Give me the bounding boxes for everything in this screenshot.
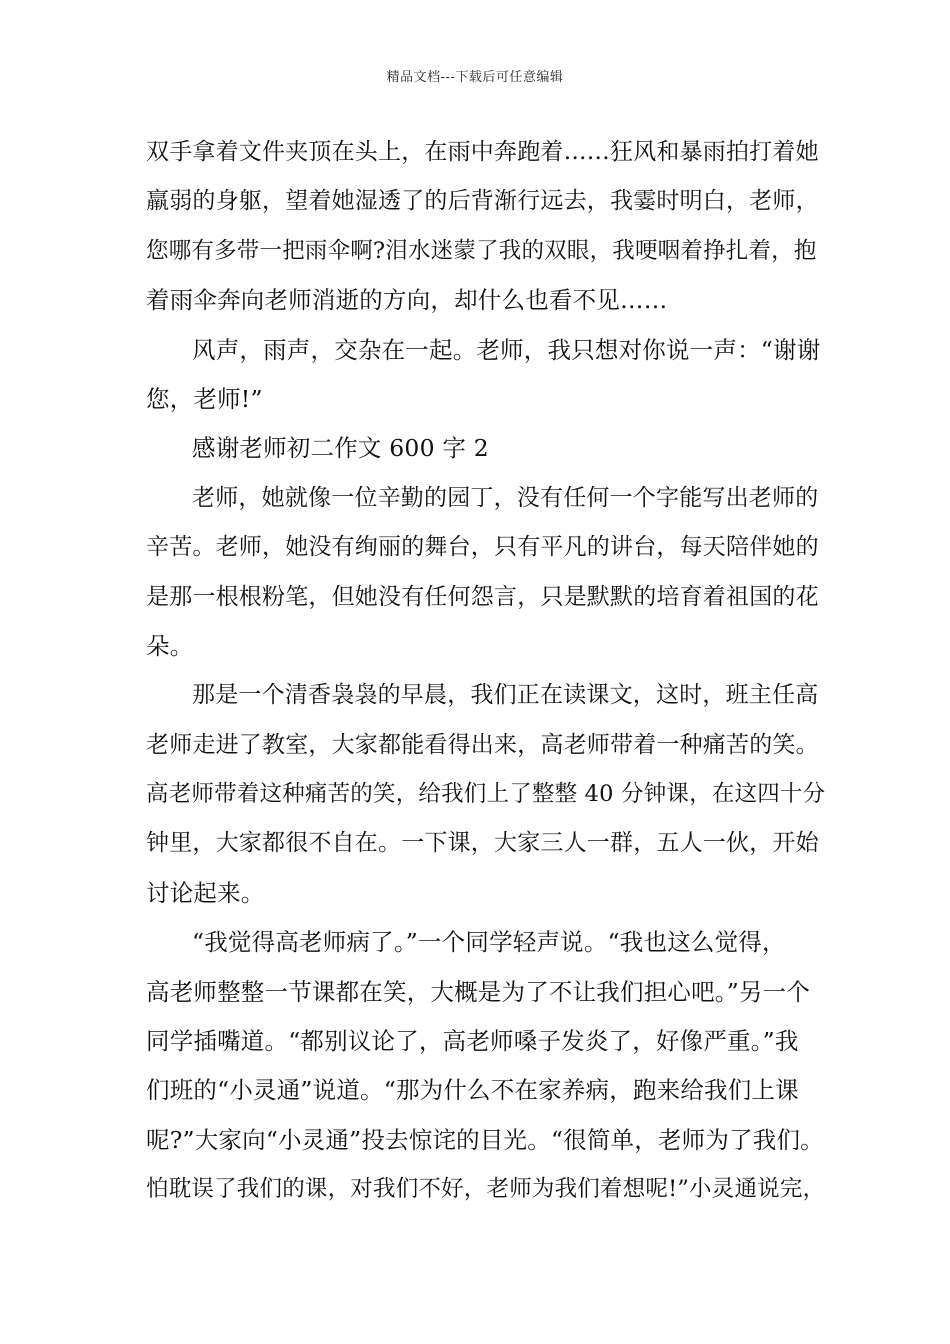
text-line: 们班的“小灵通”说道。“那为什么不在家养病，跑来给我们上课 [146,1076,799,1105]
text-line: 怕耽误了我们的课，对我们不好，老师为我们着想呢!”小灵通说完， [146,1176,826,1203]
page-header: 精品文档---下载后可任意编辑 [386,70,564,85]
text-line: 您，老师!” [146,384,263,413]
text-line: 同学插嘴道。“都别议论了，高老师嗓子发炎了，好像严重。”我 [146,1027,799,1056]
document-body [146,128,826,1215]
text-line: 老师，她就像一位辛勤的园丁，没有任何一个字能写出老师的 [192,484,819,511]
text-line: 朵。 [146,631,194,660]
text-line: “我觉得高老师病了。”一个同学轻声说。“我也这么觉得， [192,928,786,957]
text-line: 高老师带着这种痛苦的笑，给我们上了整整 40 分钟课，在这四十分 [146,781,826,808]
text-line: 双手拿着文件夹顶在头上，在雨中奔跑着……狂风和暴雨拍打着她 [146,139,819,165]
text-line: 那是一个清香袅袅的早晨，我们正在读课文，这时，班主任高 [192,682,819,709]
text-line: 感谢老师初二作文 600 字 2 [192,434,489,463]
text-line: 讨论起来。 [146,878,265,907]
text-line: 风声，雨声，交杂在一起。老师，我只想对你说一声：“谢谢 [192,335,821,364]
text-line: 钟里，大家都很不自在。一下课，大家三人一群，五人一伙，开始 [146,830,819,857]
text-line: 高老师整整一节课都在笑，大概是为了不让我们担心吧。”另一个 [146,977,811,1006]
text-line: 老师走进了教室，大家都能看得出来，高老师带着一种痛苦的笑。 [146,731,819,758]
text-line: 羸弱的身躯，望着她湿透了的后背渐行远去，我霎时明白，老师， [146,188,819,215]
text-line: 您哪有多带一把雨伞啊?泪水迷蒙了我的双眼，我哽咽着挣扎着，抱 [146,237,817,264]
text-line: 辛苦。老师，她没有绚丽的舞台，只有平凡的讲台，每天陪伴她的 [146,534,819,561]
text-line: 是那一根根粉笔，但她没有任何怨言，只是默默的培育着祖国的花 [146,583,819,610]
text-line: 呢?”大家向“小灵通”投去惊诧的目光。“很简单，老师为了我们。 [146,1125,824,1154]
text-line: 着雨伞奔向老师消逝的方向，却什么也看不见…… [146,286,668,315]
